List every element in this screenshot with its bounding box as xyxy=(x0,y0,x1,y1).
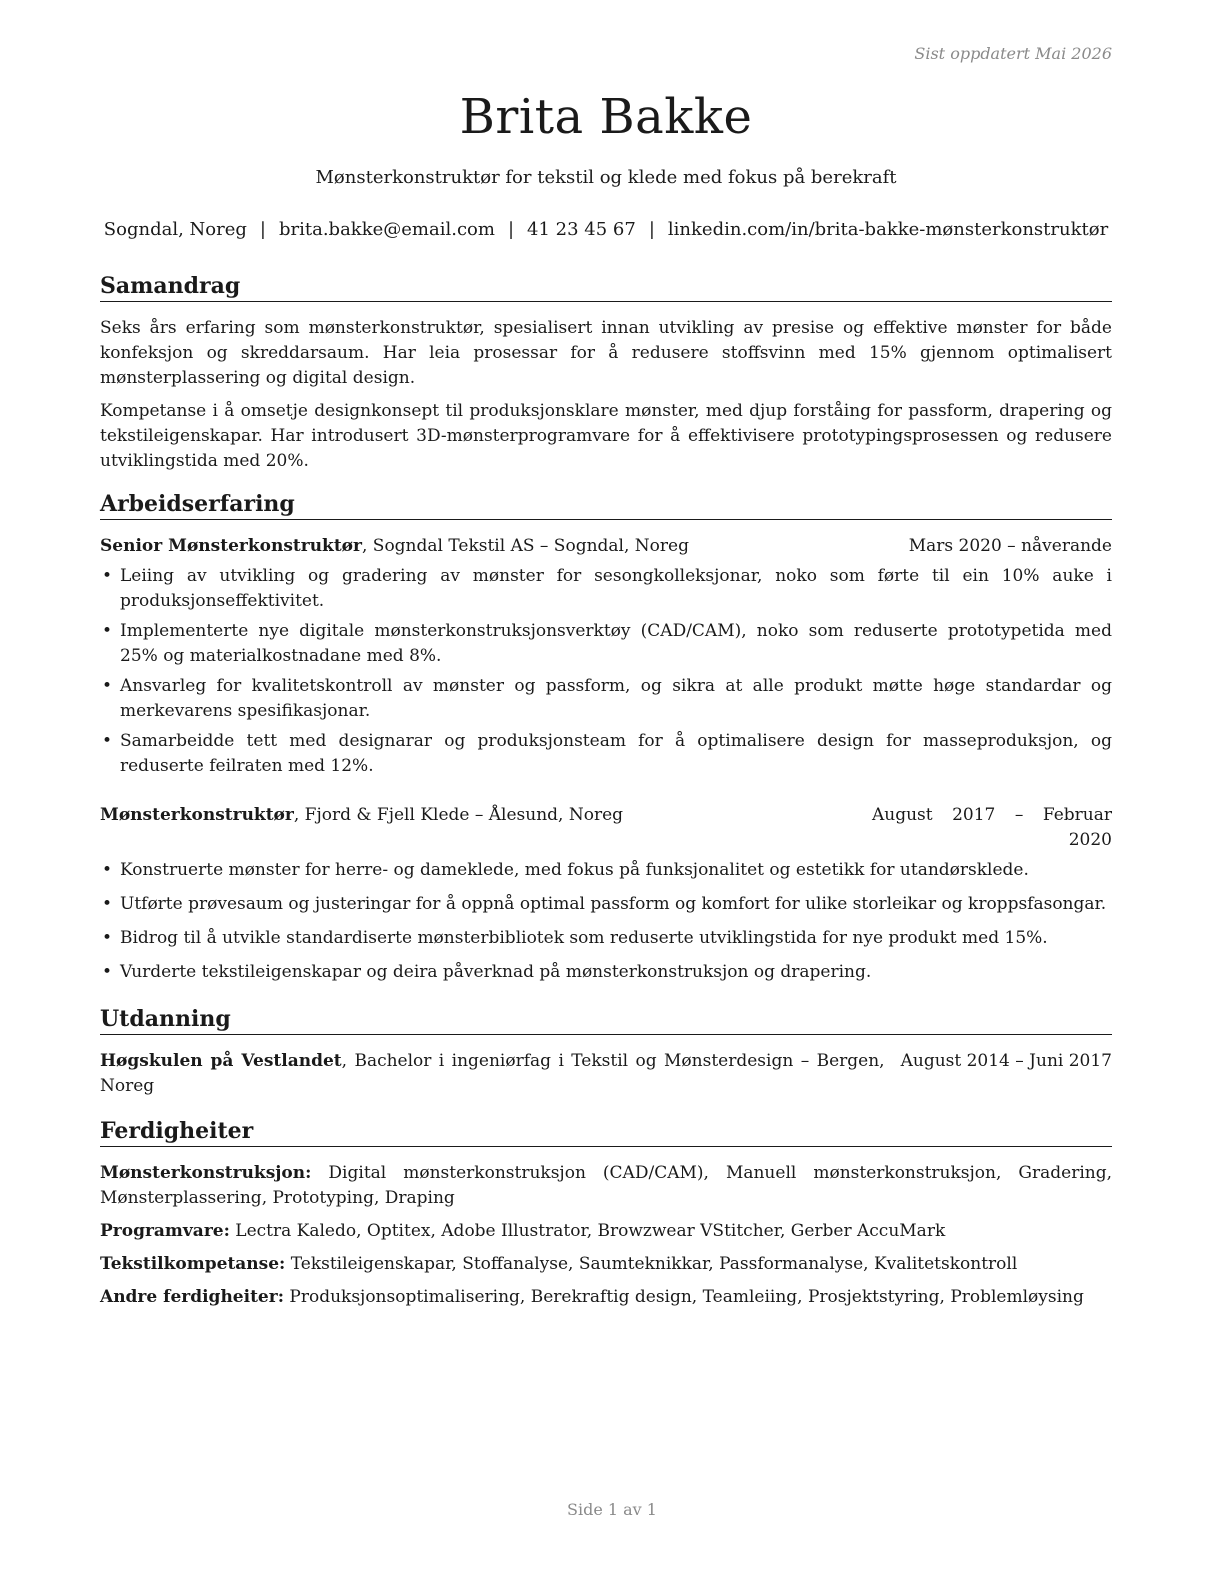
education-section xyxy=(100,1005,1112,1099)
list-item: • Bidrog til å utvikle standardiserte mønsterbibliotek som reduserte utviklingstida for nye produkt med 15%. xyxy=(100,926,1112,951)
job-bullets xyxy=(100,564,1112,779)
job-dates: August 2017 – Februar 2020 xyxy=(872,805,1112,850)
job-dates: Mars 2020 – nåverande xyxy=(908,536,1112,556)
skill-label: Mønsterkonstruksjon: xyxy=(100,1163,312,1183)
summary-paragraph: Kompetanse i å omsetje designkonsept til produksjonsklare mønster, med djup forståing for passform, drapering og tekstileigenskapar. Har introdusert 3D-mønsterprogramvare for å effektivisere prototypingsprosessen og redusere utviklingstida med 20%. xyxy=(100,401,1112,471)
page-number: Side 1 av 1 xyxy=(567,1500,657,1519)
job-role: Mønsterkonstruktør xyxy=(100,805,294,825)
education-heading: Utdanning xyxy=(100,1005,1112,1035)
job-header xyxy=(100,534,1112,559)
skill-row xyxy=(100,1161,1112,1211)
job-title-line xyxy=(100,803,872,853)
contact-separator: | xyxy=(507,219,515,240)
list-item: • Samarbeidde tett med designarar og produksjonsteam for å optimalisere design for masseproduksjon, og reduserte feilraten med 12%. xyxy=(100,729,1112,779)
skill-label: Tekstilkompetanse: xyxy=(100,1254,286,1274)
skill-value: Tekstileigenskapar, Stoffanalyse, Saumteknikkar, Passformanalyse, Kvalitetskontroll xyxy=(285,1254,1018,1274)
list-item: • Ansvarleg for kvalitetskontroll av mønster og passform, og sikra at alle produkt møtte høge standardar og merkevarens spesifikasjonar. xyxy=(100,674,1112,724)
skill-value: Digital mønsterkonstruksjon (CAD/CAM), Manuell mønsterkonstruksjon, Gradering, Mønsterplassering, Prototyping, Draping xyxy=(100,1163,1112,1208)
education-school: Høgskulen på Vestlandet xyxy=(100,1051,342,1071)
contact-separator: | xyxy=(648,219,655,240)
skills-section xyxy=(100,1117,1112,1310)
skills-heading: Ferdigheiter xyxy=(100,1117,1112,1147)
education-line xyxy=(100,1049,901,1099)
education-entry xyxy=(100,1049,1112,1099)
summary-paragraph: Seks års erfaring som mønsterkonstruktør, spesialisert innan utvikling av presise og effektive mønster for både konfeksjon og skreddarsaum. Har leia prosessar for å redusere stoffsvinn med 15% gjennom optimalisert mønsterplassering og digital design. xyxy=(100,318,1112,388)
skill-label: Andre ferdigheiter: xyxy=(100,1287,284,1307)
skill-row xyxy=(100,1219,1112,1244)
summary-section xyxy=(100,272,1112,474)
skill-value: Lectra Kaledo, Optitex, Adobe Illustrator, Browzwear VStitcher, Gerber AccuMark xyxy=(229,1221,946,1241)
job-role: Senior Mønsterkonstruktør xyxy=(100,536,362,556)
list-item: • Vurderte tekstileigenskapar og deira påverknad på mønsterkonstruksjon og drapering. xyxy=(100,960,1112,985)
contact-email[interactable]: brita.bakke@email.com xyxy=(278,219,495,240)
summary-heading: Samandrag xyxy=(100,272,1112,302)
job-title-line xyxy=(100,534,909,559)
job-company: , Fjord & Fjell Klede – Ålesund, Noreg xyxy=(293,805,624,825)
list-item: • Utførte prøvesaum og justeringar for å oppnå optimal passform og komfort for ulike storleikar og kroppsfasongar. xyxy=(100,892,1112,917)
education-dates: August 2014 – Juni 2017 xyxy=(900,1051,1112,1071)
job-bullets xyxy=(100,858,1112,985)
skill-row xyxy=(100,1285,1112,1310)
job-header xyxy=(100,803,1112,853)
job-company: , Sogndal Tekstil AS – Sogndal, Noreg xyxy=(361,536,689,556)
contact-line xyxy=(100,218,1112,242)
candidate-name: Brita Bakke xyxy=(459,89,753,145)
list-item: • Implementerte nye digitale mønsterkonstruksjonsverktøy (CAD/CAM), noko som reduserte prototypetida med 25% og materialkostnadane med 8%. xyxy=(100,619,1112,669)
candidate-tagline: Mønsterkonstruktør for tekstil og klede med fokus på berekraft xyxy=(315,167,897,188)
education-degree: , Bachelor i ingeniørfag i Tekstil og Mønsterdesign – Bergen, Noreg xyxy=(100,1051,885,1096)
experience-heading: Arbeidserfaring xyxy=(100,490,1112,520)
experience-section xyxy=(100,490,1112,985)
skill-value: Produksjonsoptimalisering, Berekraftig design, Teamleiing, Prosjektstyring, Problemløysing xyxy=(283,1287,1084,1307)
contact-location: Sogndal, Noreg xyxy=(103,219,247,240)
skill-row xyxy=(100,1252,1112,1277)
skill-label: Programvare: xyxy=(100,1221,230,1241)
list-item: • Leiing av utvikling og gradering av mønster for sesongkolleksjonar, noko som førte til ein 10% auke i produksjonseffektivitet. xyxy=(100,564,1112,614)
list-item: • Konstruerte mønster for herre- og dameklede, med fokus på funksjonalitet og estetikk for utandørsklede. xyxy=(100,858,1112,883)
contact-phone: 41 23 45 67 xyxy=(527,219,636,240)
contact-linkedin[interactable]: linkedin.com/in/brita-bakke-mønsterkonstruktør xyxy=(667,219,1109,240)
contact-separator: | xyxy=(259,219,266,240)
last-updated: Sist oppdatert Mai 2026 xyxy=(914,44,1112,63)
